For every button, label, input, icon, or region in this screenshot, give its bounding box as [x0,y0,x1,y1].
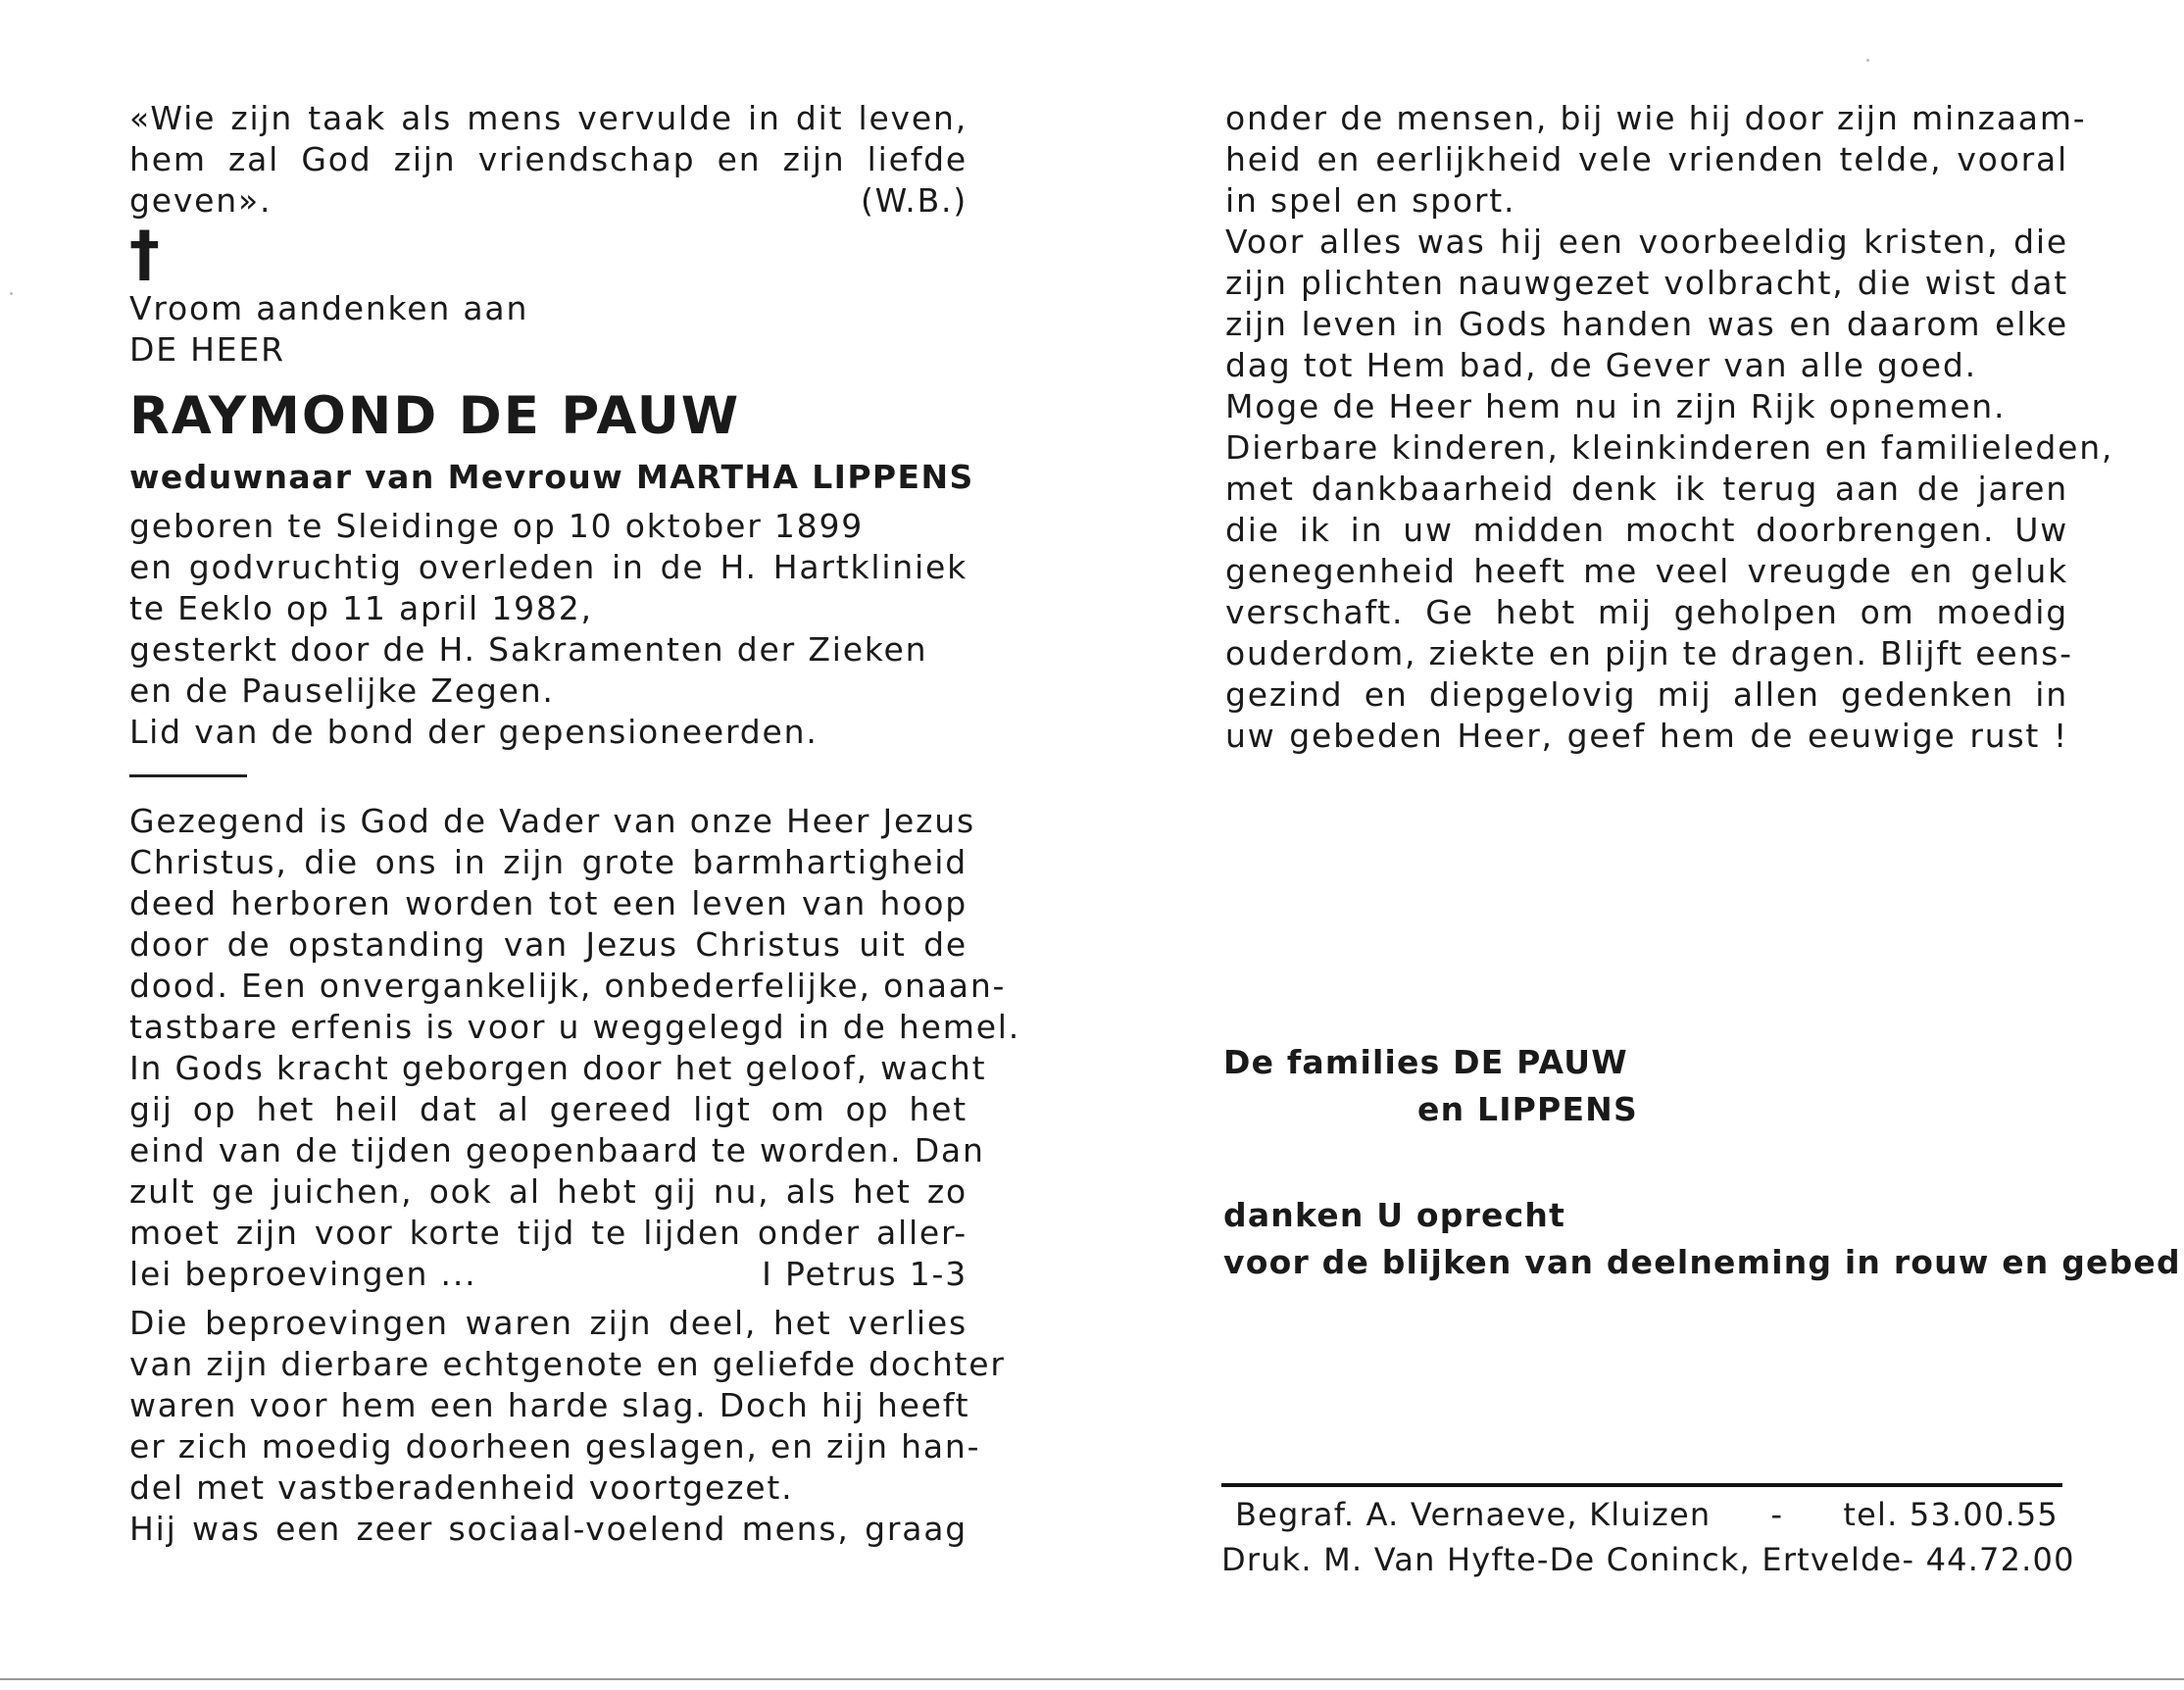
scripture-reference: I Petrus 1-3 [762,1255,968,1293]
trials-line: waren voor hem een harde slag. Doch hij heeft [129,1386,970,1424]
scripture-line: door de opstanding van Jezus Christus uit de [129,925,968,964]
memory-intro: Vroom aandenken aan [129,289,529,327]
scripture-line: moet zijn voor korte tijd te lijden onder aller- [129,1214,968,1252]
farewell-line: die ik in uw midden mocht doorbrengen. Uw [1225,511,2068,549]
continuation-line: zijn plichten nauwgezet volbracht, die wist dat [1225,264,2068,302]
quote-line: «Wie zijn taak als mens vervulde in dit leven, [129,99,968,137]
scripture-last-line [129,1254,968,1295]
undertaker-line [1221,1492,2064,1537]
quote-line: hem zal God zijn vriendschap en zijn liefde [129,140,968,178]
farewell-line: genegenheid heeft me veel vreugde en geluk [1225,552,2068,590]
bio-line: te Eeklo op 11 april 1982, [129,589,593,627]
scripture-line: Christus, die ons in zijn grote barmhartigheid [129,843,968,881]
farewell-line: Dierbare kinderen, kleinkinderen en familieleden, [1225,428,2114,467]
families-block [1223,1039,1638,1133]
farewell-line: uw gebeden Heer, geef hem de eeuwige rust ! [1225,717,2068,755]
continuation-line: in spel en sport. [1225,181,1516,220]
trials-line: Hij was een zeer sociaal-voelend mens, graag [129,1510,968,1548]
trials-line: van zijn dierbare echtgenote en geliefde dochter [129,1345,1006,1383]
farewell-line: ouderdom, ziekte en pijn te dragen. Blijft eens- [1225,634,2073,672]
scripture-line: tastbare erfenis is voor u weggelegd in de hemel. [129,1008,1021,1046]
card-bottom-edge [0,1678,2184,1680]
trials-paragraph [129,1303,1006,1550]
scripture-line: dood. Een onvergankelijk, onbederfelijke, onaan- [129,967,1007,1005]
cross-icon: † [129,218,160,289]
quote-source: (W.B.) [860,181,968,220]
families-line: De families DE PAUW [1223,1043,1628,1081]
undertaker-name: Begraf. A. Vernaeve, Kluizen [1235,1496,1712,1533]
deceased-name: RAYMOND DE PAUW [129,386,741,446]
bio-line: gesterkt door de H. Sakramenten der Zieken [129,630,928,669]
quote-last-line [129,180,968,222]
continuation-line: zijn leven in Gods handen was en daarom elke [1225,305,2068,343]
scripture-line: zult ge juichen, ook al hebt gij nu, als het zo [129,1172,968,1211]
continuation-paragraph [1225,98,2087,427]
scripture-line: lei beproevingen ... [129,1255,477,1293]
widower-line: weduwnaar van Mevrouw MARTHA LIPPENS [129,458,974,496]
scripture-line: gij op het heil dat al gereed ligt om op het [129,1090,968,1128]
opening-quote [129,98,968,222]
trials-line: Die beproevingen waren zijn deel, het verlies [129,1304,968,1342]
scripture [129,801,1021,1295]
printer-tel: - 44.72.00 [1902,1541,2075,1578]
footer-rule [1221,1483,2062,1487]
printer-credits [1221,1492,2075,1582]
continuation-line: dag tot Hem bad, de Gever van alle goed. [1225,346,1977,384]
families-line: en LIPPENS [1417,1090,1638,1128]
bio-line: en godvruchtig overleden in de H. Hartkliniek [129,548,968,586]
farewell-line: gezind en diepgelovig mij allen gedenken in [1225,675,2068,714]
title: DE HEER [129,330,285,369]
bio-line: Lid van de bond der gepensioneerden. [129,713,819,751]
continuation-line: onder de mensen, bij wie hij door zijn minzaam- [1225,99,2087,137]
thanks-line: voor de blijken van deelneming in rouw en gebed [1223,1243,2181,1281]
continuation-line: Voor alles was hij een voorbeeldig kristen, die [1225,223,2068,261]
trials-line: er zich moedig doorheen geslagen, en zijn han- [129,1427,981,1466]
bio-line: en de Pauselijke Zegen. [129,671,555,710]
scripture-line: In Gods kracht geborgen door het geloof, wacht [129,1049,987,1087]
continuation-line: Moge de Heer hem nu in zijn Rijk opnemen. [1225,387,2007,425]
quote-line: geven». [129,181,273,220]
undertaker-tel: tel. 53.00.55 [1843,1496,2059,1533]
farewell-line: met dankbaarheid denk ik terug aan de jaren [1225,470,2068,508]
thanks-line: danken U oprecht [1223,1196,1566,1234]
bio [129,506,968,753]
thanks-block [1223,1192,2181,1286]
printer-name: Druk. M. Van Hyfte-De Coninck, Ertvelde [1221,1541,1903,1578]
bio-line: geboren te Sleidinge op 10 oktober 1899 [129,507,865,545]
printer-line [1221,1537,2075,1582]
paper-speck [10,292,13,295]
scripture-line: Gezegend is God de Vader van onze Heer Jezus [129,802,975,840]
continuation-line: heid en eerlijkheid vele vrienden telde, vooral [1225,140,2068,178]
farewell-line: verschaft. Ge hebt mij geholpen om moedig [1225,593,2068,631]
scripture-line: eind van de tijden geopenbaard te worden. Dan [129,1131,985,1169]
left-page [129,98,1021,1550]
scripture-line: deed herboren worden tot een leven van hoop [129,884,968,922]
separator-rule [129,774,247,777]
right-page [1225,98,2114,757]
trials-line: del met vastberadenheid voortgezet. [129,1468,794,1507]
paper-speck [1866,59,1869,62]
undertaker-dash: - [1770,1496,1784,1533]
farewell-paragraph [1225,427,2114,757]
